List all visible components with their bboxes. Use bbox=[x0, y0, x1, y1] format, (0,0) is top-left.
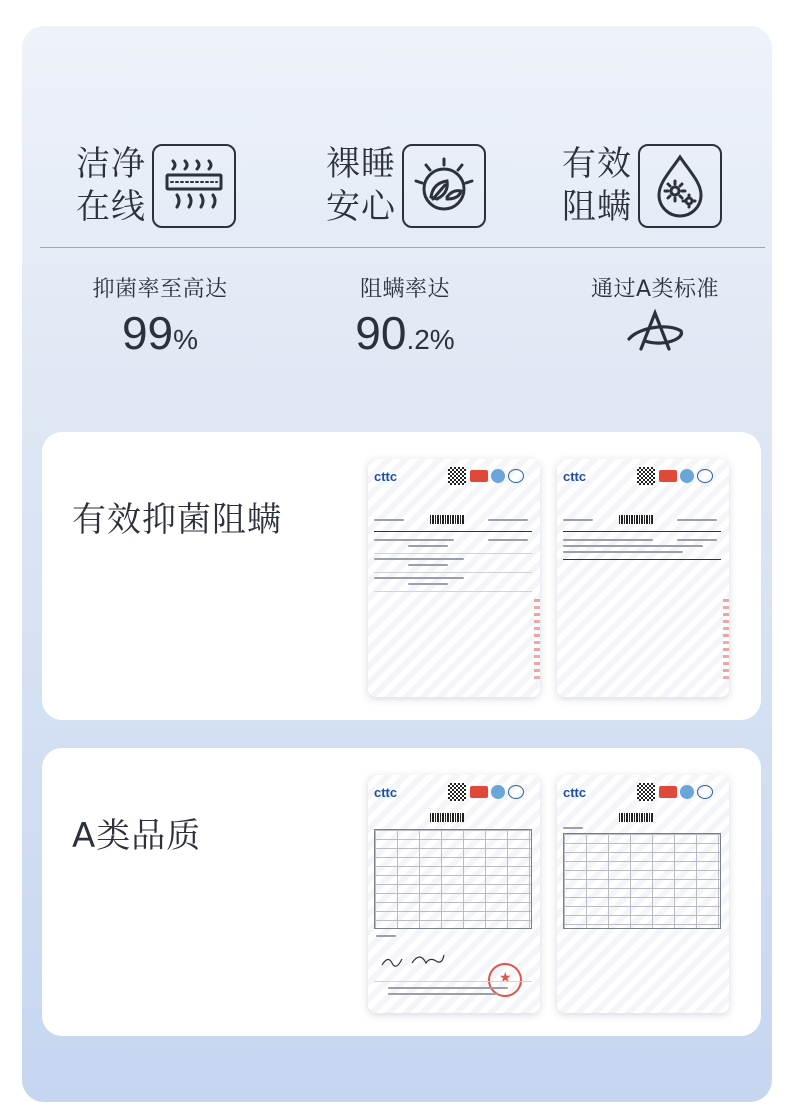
qr-code-icon bbox=[448, 783, 466, 801]
certification-card-a-class bbox=[42, 748, 761, 1036]
report-logo: cttc bbox=[563, 785, 587, 800]
anti-mite-report-page bbox=[557, 459, 729, 697]
stat-unit: % bbox=[173, 324, 199, 355]
report-rule bbox=[374, 572, 532, 573]
cnas-badge-icon bbox=[697, 469, 713, 483]
ilac-badge-icon bbox=[680, 469, 694, 483]
report-rule bbox=[563, 531, 721, 532]
report-text-line bbox=[388, 987, 508, 989]
a-class-report-cover-page bbox=[368, 775, 540, 1013]
report-logo: cttc bbox=[563, 469, 587, 484]
report-number-line bbox=[374, 519, 404, 521]
stat-label: 抑菌率至高达 bbox=[92, 277, 228, 302]
cnas-badge-icon bbox=[697, 785, 713, 799]
cma-badge-icon bbox=[470, 470, 488, 482]
report-page-line bbox=[488, 519, 528, 521]
certification-card-antibacterial bbox=[42, 432, 761, 720]
report-header bbox=[374, 467, 534, 489]
stat-label: 阻螨率达 bbox=[359, 277, 450, 302]
report-rule bbox=[563, 559, 721, 560]
heat-filter-icon bbox=[152, 144, 236, 228]
card-title: A类品质 bbox=[72, 816, 202, 856]
qr-code-icon bbox=[448, 467, 466, 485]
cnas-badge-icon bbox=[508, 469, 524, 483]
mite-drop-icon bbox=[638, 144, 722, 228]
report-text-line bbox=[408, 545, 448, 547]
report-logo: cttc bbox=[374, 469, 398, 484]
seal-edge-mark bbox=[534, 599, 540, 679]
report-text-line bbox=[563, 545, 703, 547]
seal-edge-mark bbox=[723, 599, 729, 679]
cma-badge-icon bbox=[659, 786, 677, 798]
section-divider bbox=[40, 247, 765, 248]
report-text-line bbox=[677, 539, 717, 541]
cma-badge-icon bbox=[470, 786, 488, 798]
stat-unit: .2% bbox=[406, 324, 455, 355]
stat-antibacterial bbox=[80, 272, 240, 366]
stat-number: 99 bbox=[121, 307, 174, 359]
stat-anti-mite bbox=[330, 272, 480, 366]
ilac-badge-icon bbox=[680, 785, 694, 799]
report-header bbox=[563, 467, 723, 489]
feature-line1: 裸睡 bbox=[326, 144, 396, 184]
report-text-line bbox=[376, 935, 396, 937]
feature-line1: 洁净 bbox=[76, 144, 146, 184]
feature-line2: 阻螨 bbox=[562, 187, 632, 227]
report-barcode bbox=[430, 813, 464, 822]
report-info-table bbox=[374, 829, 532, 929]
report-logo: cttc bbox=[374, 785, 398, 800]
report-text-line bbox=[408, 564, 448, 566]
report-text-line bbox=[388, 993, 498, 995]
feature-line2: 在线 bbox=[76, 187, 146, 227]
report-text-line bbox=[488, 539, 528, 541]
stat-value bbox=[330, 307, 480, 366]
qr-code-icon bbox=[637, 467, 655, 485]
cma-badge-icon bbox=[659, 470, 677, 482]
cnas-badge-icon bbox=[508, 785, 524, 799]
report-number-line bbox=[563, 519, 593, 521]
a-class-report-table-page bbox=[557, 775, 729, 1013]
stat-number: 90 bbox=[355, 307, 407, 359]
ilac-badge-icon bbox=[491, 469, 505, 483]
report-text-line bbox=[374, 539, 454, 541]
stat-label: 通过A类标准 bbox=[590, 277, 720, 302]
report-barcode bbox=[619, 813, 653, 822]
report-text-line bbox=[408, 583, 448, 585]
report-barcode bbox=[619, 515, 653, 524]
report-page-line bbox=[677, 519, 717, 521]
report-text-line bbox=[374, 577, 464, 579]
report-text-line bbox=[563, 551, 683, 553]
report-rule bbox=[374, 591, 532, 592]
report-text-line bbox=[374, 558, 464, 560]
feature-anti-mite bbox=[562, 140, 722, 232]
report-header bbox=[563, 783, 723, 805]
report-rule bbox=[374, 981, 532, 982]
report-rule bbox=[374, 531, 532, 532]
qr-code-icon bbox=[637, 783, 655, 801]
a-class-icon bbox=[575, 309, 735, 357]
antibacterial-report-page bbox=[368, 459, 540, 697]
ilac-badge-icon bbox=[491, 785, 505, 799]
stat-value bbox=[80, 307, 240, 366]
report-barcode bbox=[430, 515, 464, 524]
feature-line1: 有效 bbox=[562, 144, 632, 184]
report-text-line bbox=[563, 539, 653, 541]
card-title: 有效抑菌阻螨 bbox=[72, 500, 282, 540]
report-header bbox=[374, 783, 534, 805]
stat-a-class bbox=[575, 272, 735, 357]
sun-leaf-icon bbox=[402, 144, 486, 228]
feature-clean-online bbox=[76, 140, 236, 232]
feature-sleep-safe bbox=[326, 140, 486, 232]
report-text-line bbox=[563, 827, 583, 829]
report-rule bbox=[374, 553, 532, 554]
feature-line2: 安心 bbox=[326, 187, 396, 227]
report-results-table bbox=[563, 833, 721, 929]
official-seal-stamp bbox=[488, 963, 522, 997]
signature-mark bbox=[378, 951, 498, 971]
